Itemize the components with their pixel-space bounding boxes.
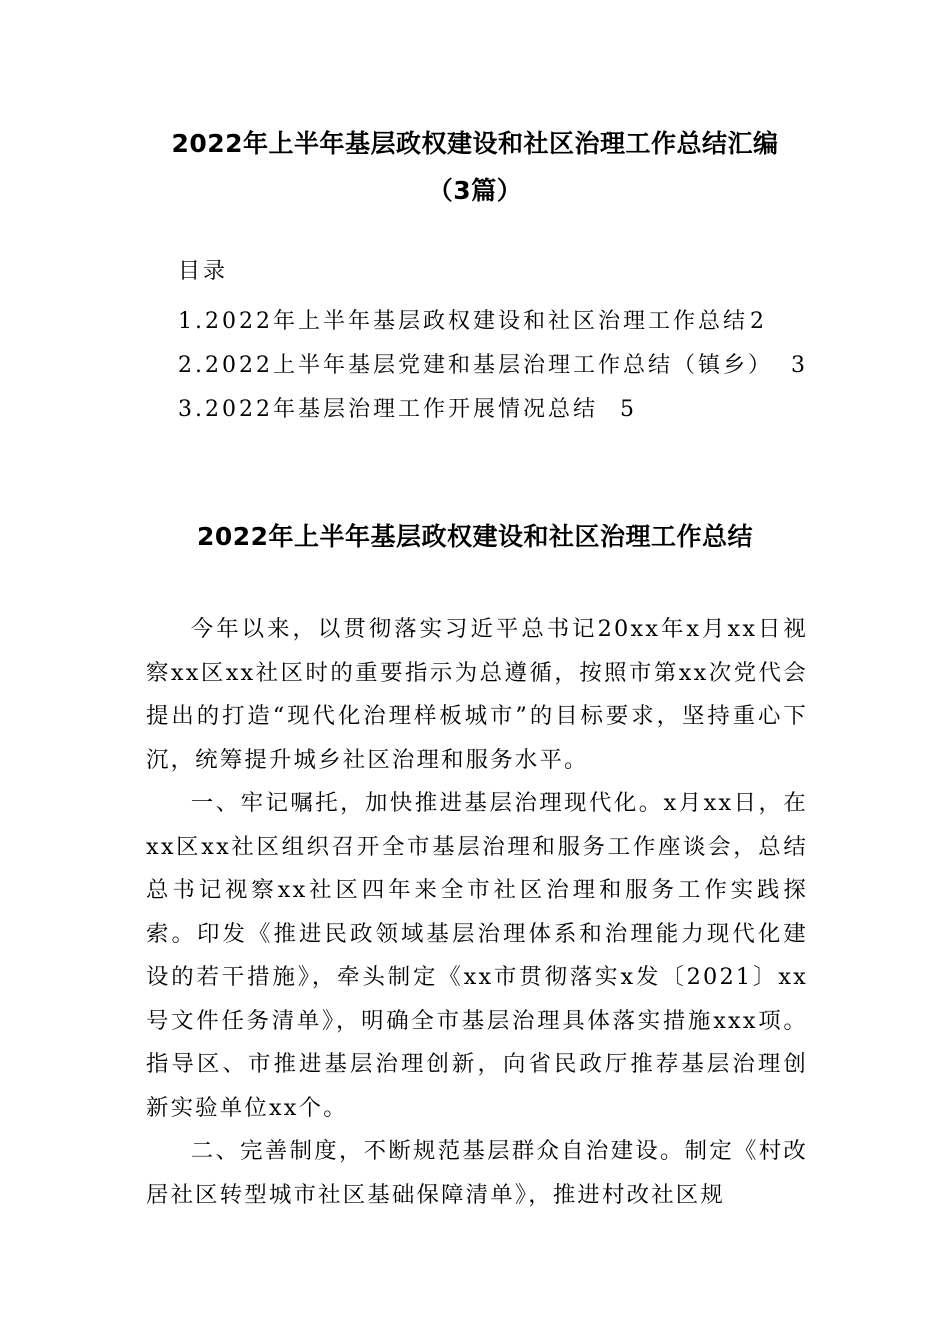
body-text	[146, 608, 808, 1217]
toc-item-page: 2	[749, 309, 767, 334]
toc-item-page: 3	[790, 353, 808, 378]
paragraph: 一、牢记嘱托，加快推进基层治理现代化。x月xx日，在xx区xx社区组织召开全市基层治理和服务工作座谈会，总结总书记视察xx社区四年来全市社区治理和服务工作实践探索。印发《推进民政领域基层治理体系和治理能力现代化建设的若干措施》，牵头制定《xx市贯彻落实x发〔2021〕xx号文件任务清单》，明确全市基层治理具体落实措施xxx项。指导区、市推进基层治理创新，向省民政厅推荐基层治理创新实验单位xx个。	[146, 790, 808, 1121]
paragraph: 二、完善制度，不断规范基层群众自治建设。制定《村改居社区转型城市社区基础保障清单》，推进村改社区规	[146, 1138, 808, 1208]
document-title: 2022年上半年基层政权建设和社区治理工作总结汇编	[171, 129, 779, 158]
toc-item-text: 1.2022年上半年基层政权建设和社区治理工作总结	[178, 309, 748, 334]
toc-item-text: 3.2022年基层治理工作开展情况总结	[178, 397, 598, 422]
toc-heading: 目录	[178, 259, 229, 284]
paragraph: 今年以来，以贯彻落实习近平总书记20xx年x月xx日视察xx区xx社区时的重要指示为总遵循，按照市第xx次党代会提出的打造“现代化治理样板城市”的目标要求，坚持重心下沉，统筹提升城乡社区治理和服务水平。	[146, 616, 808, 773]
toc-item-text: 2.2022上半年基层党建和基层治理工作总结（镇乡）	[178, 353, 773, 378]
toc-item-page: 5	[619, 397, 637, 422]
table-of-contents	[178, 256, 858, 432]
document-title-subtitle: （3篇）	[427, 176, 523, 205]
toc-item	[178, 388, 858, 432]
toc-item	[178, 344, 858, 388]
toc-item	[178, 300, 858, 344]
section-title: 2022年上半年基层政权建设和社区治理工作总结	[196, 522, 754, 551]
